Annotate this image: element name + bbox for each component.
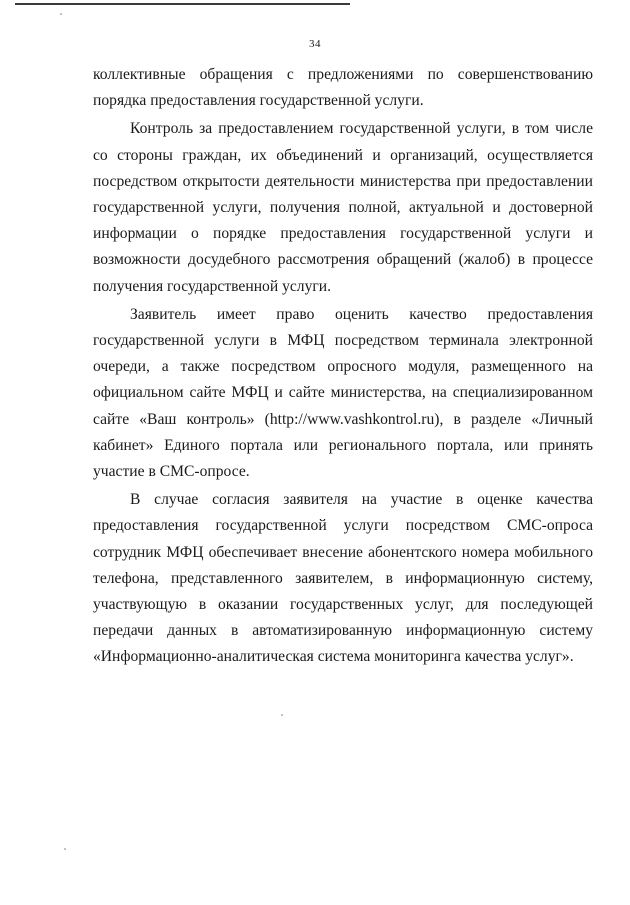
scan-speck (281, 714, 283, 716)
body-text (93, 62, 593, 671)
scan-speck (60, 13, 62, 15)
page-number: 34 (309, 38, 321, 50)
paragraph-control: Контроль за предоставлением государственной услуги, в том числе со стороны граждан, их объединений и организаций, осуществляется посредством открытости деятельности министерства при предоставлении государственной услуги, получения полной, актуальной и достоверной информации о порядке предоставления государственной услуги и возможности досудебного рассмотрения обращений (жалоб) в процессе получения государственной услуги. (93, 120, 593, 295)
paragraph-applicant-rating: Заявитель имеет право оценить качество предоставления государственной услуги в МФЦ посредством терминала электронной очереди, а также посредством опросного модуля, размещенного на официальном сайте МФЦ и сайте министерства, на специализированном сайте «Ваш контроль» (http://www.vashkontrol.ru), в разделе «Личный кабинет» Единого портала или регионального портала, или принять участие в СМС-опросе. (93, 305, 593, 481)
scan-speck (64, 848, 66, 850)
paragraph-continuation: коллективные обращения с предложениями по совершенствованию порядка предоставления государственной услуги. (93, 66, 593, 110)
paragraph-sms-survey: В случае согласия заявителя на участие в оценке качества предоставления государственной услуги посредством СМС-опроса сотрудник МФЦ обеспечивает внесение абонентского номера мобильного телефона, представленного заявителем, в информационную систему, участвующую в оказании государственных услуг, для последующей передачи данных в автоматизированную информационную систему «Информационно-аналитическая система мониторинга качества услуг». (93, 491, 593, 666)
scan-edge-line (15, 3, 350, 5)
